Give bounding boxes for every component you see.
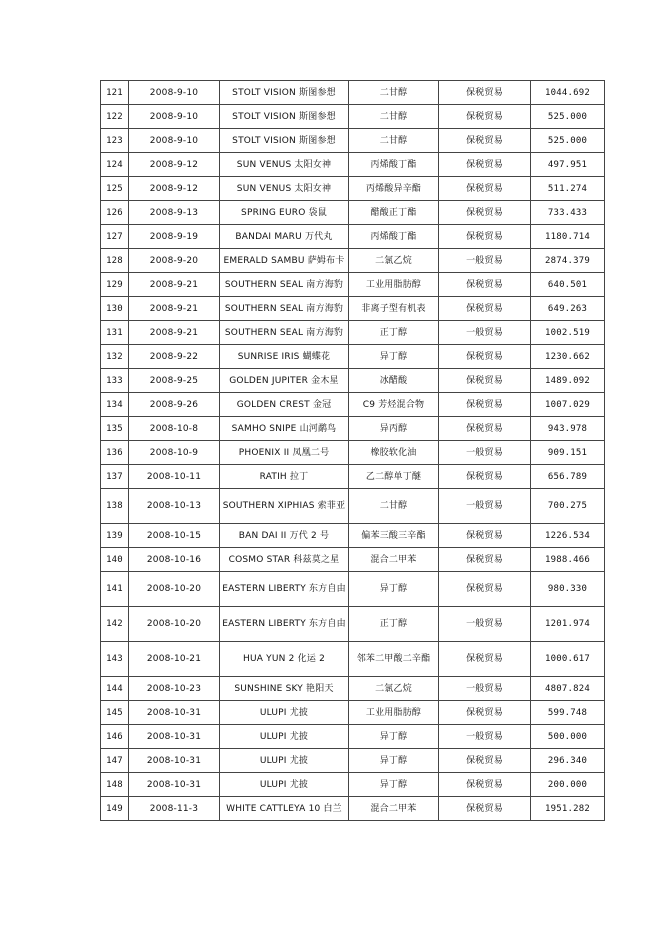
quantity-cell: 980.330 bbox=[531, 572, 605, 607]
vessel-name-cell: GOLDEN CREST 金冠 bbox=[220, 393, 349, 417]
date-cell: 2008-10-23 bbox=[129, 677, 220, 701]
vessel-name-cell: SPRING EURO 袋鼠 bbox=[220, 201, 349, 225]
vessel-name-cell: EASTERN LIBERTY 东方自由 bbox=[220, 572, 349, 607]
cargo-cell: 二甘醇 bbox=[349, 105, 439, 129]
row-number-cell: 132 bbox=[101, 345, 129, 369]
trade-type-cell: 一般贸易 bbox=[439, 489, 531, 524]
table-row bbox=[101, 225, 605, 249]
cargo-cell: 非离子型有机表 bbox=[349, 297, 439, 321]
date-cell: 2008-9-13 bbox=[129, 201, 220, 225]
date-cell: 2008-10-13 bbox=[129, 489, 220, 524]
vessel-name-cell: COSMO STAR 科兹莫之星 bbox=[220, 548, 349, 572]
date-cell: 2008-10-20 bbox=[129, 572, 220, 607]
trade-type-cell: 一般贸易 bbox=[439, 249, 531, 273]
quantity-cell: 640.501 bbox=[531, 273, 605, 297]
date-cell: 2008-9-20 bbox=[129, 249, 220, 273]
quantity-cell: 1000.617 bbox=[531, 642, 605, 677]
cargo-cell: 异丁醇 bbox=[349, 773, 439, 797]
table-row bbox=[101, 642, 605, 677]
table-row bbox=[101, 524, 605, 548]
row-number-cell: 148 bbox=[101, 773, 129, 797]
date-cell: 2008-9-21 bbox=[129, 297, 220, 321]
quantity-cell: 296.340 bbox=[531, 749, 605, 773]
trade-type-cell: 一般贸易 bbox=[439, 607, 531, 642]
quantity-cell: 1002.519 bbox=[531, 321, 605, 345]
trade-type-cell: 保税贸易 bbox=[439, 369, 531, 393]
quantity-cell: 2874.379 bbox=[531, 249, 605, 273]
row-number-cell: 127 bbox=[101, 225, 129, 249]
quantity-cell: 943.978 bbox=[531, 417, 605, 441]
cargo-cell: 正丁醇 bbox=[349, 607, 439, 642]
quantity-cell: 1044.692 bbox=[531, 81, 605, 105]
date-cell: 2008-9-21 bbox=[129, 273, 220, 297]
quantity-cell: 1988.466 bbox=[531, 548, 605, 572]
cargo-cell: 二氯乙烷 bbox=[349, 249, 439, 273]
row-number-cell: 122 bbox=[101, 105, 129, 129]
row-number-cell: 135 bbox=[101, 417, 129, 441]
date-cell: 2008-9-12 bbox=[129, 177, 220, 201]
row-number-cell: 138 bbox=[101, 489, 129, 524]
trade-type-cell: 保税贸易 bbox=[439, 749, 531, 773]
vessel-name-cell: STOLT VISION 斯图参想 bbox=[220, 129, 349, 153]
quantity-cell: 909.151 bbox=[531, 441, 605, 465]
vessel-name-cell: EASTERN LIBERTY 东方自由 bbox=[220, 607, 349, 642]
vessel-name-cell: BANDAI MARU 万代丸 bbox=[220, 225, 349, 249]
date-cell: 2008-10-31 bbox=[129, 773, 220, 797]
vessel-name-cell: ULUPI 尤披 bbox=[220, 725, 349, 749]
trade-type-cell: 保税贸易 bbox=[439, 701, 531, 725]
date-cell: 2008-9-19 bbox=[129, 225, 220, 249]
trade-type-cell: 保税贸易 bbox=[439, 797, 531, 821]
cargo-cell: 异丁醇 bbox=[349, 345, 439, 369]
row-number-cell: 131 bbox=[101, 321, 129, 345]
date-cell: 2008-10-21 bbox=[129, 642, 220, 677]
trade-type-cell: 保税贸易 bbox=[439, 273, 531, 297]
row-number-cell: 143 bbox=[101, 642, 129, 677]
table-row bbox=[101, 548, 605, 572]
quantity-cell: 525.000 bbox=[531, 129, 605, 153]
row-number-cell: 144 bbox=[101, 677, 129, 701]
trade-type-cell: 保税贸易 bbox=[439, 345, 531, 369]
vessel-name-cell: PHOENIX II 凤凰二号 bbox=[220, 441, 349, 465]
table-row bbox=[101, 749, 605, 773]
vessel-name-cell: HUA YUN 2 化运 2 bbox=[220, 642, 349, 677]
quantity-cell: 511.274 bbox=[531, 177, 605, 201]
row-number-cell: 136 bbox=[101, 441, 129, 465]
trade-type-cell: 保税贸易 bbox=[439, 465, 531, 489]
cargo-log-body bbox=[101, 81, 605, 821]
cargo-cell: C9 芳烃混合物 bbox=[349, 393, 439, 417]
date-cell: 2008-9-21 bbox=[129, 321, 220, 345]
trade-type-cell: 保税贸易 bbox=[439, 81, 531, 105]
quantity-cell: 4807.824 bbox=[531, 677, 605, 701]
cargo-cell: 二甘醇 bbox=[349, 81, 439, 105]
date-cell: 2008-10-9 bbox=[129, 441, 220, 465]
quantity-cell: 1489.092 bbox=[531, 369, 605, 393]
cargo-cell: 工业用脂肪醇 bbox=[349, 701, 439, 725]
vessel-name-cell: RATIH 拉丁 bbox=[220, 465, 349, 489]
cargo-cell: 异丁醇 bbox=[349, 572, 439, 607]
vessel-name-cell: SAMHO SNIPE 山河鹬鸟 bbox=[220, 417, 349, 441]
vessel-name-cell: SOUTHERN SEAL 南方海豹 bbox=[220, 297, 349, 321]
quantity-cell: 525.000 bbox=[531, 105, 605, 129]
row-number-cell: 134 bbox=[101, 393, 129, 417]
cargo-cell: 邻苯二甲酸二辛酯 bbox=[349, 642, 439, 677]
quantity-cell: 1230.662 bbox=[531, 345, 605, 369]
quantity-cell: 200.000 bbox=[531, 773, 605, 797]
table-row bbox=[101, 572, 605, 607]
vessel-name-cell: SUN VENUS 太阳女神 bbox=[220, 153, 349, 177]
date-cell: 2008-10-15 bbox=[129, 524, 220, 548]
trade-type-cell: 保税贸易 bbox=[439, 225, 531, 249]
table-row bbox=[101, 81, 605, 105]
date-cell: 2008-9-22 bbox=[129, 345, 220, 369]
cargo-cell: 冰醋酸 bbox=[349, 369, 439, 393]
cargo-cell: 丙烯酸丁酯 bbox=[349, 225, 439, 249]
date-cell: 2008-9-26 bbox=[129, 393, 220, 417]
table-row bbox=[101, 177, 605, 201]
vessel-name-cell: SOUTHERN SEAL 南方海豹 bbox=[220, 321, 349, 345]
quantity-cell: 656.789 bbox=[531, 465, 605, 489]
trade-type-cell: 保税贸易 bbox=[439, 572, 531, 607]
row-number-cell: 147 bbox=[101, 749, 129, 773]
quantity-cell: 599.748 bbox=[531, 701, 605, 725]
quantity-cell: 649.263 bbox=[531, 297, 605, 321]
row-number-cell: 123 bbox=[101, 129, 129, 153]
row-number-cell: 145 bbox=[101, 701, 129, 725]
table-row bbox=[101, 607, 605, 642]
table-row bbox=[101, 249, 605, 273]
row-number-cell: 141 bbox=[101, 572, 129, 607]
vessel-name-cell: SUNRISE IRIS 蝴蝶花 bbox=[220, 345, 349, 369]
vessel-name-cell: GOLDEN JUPITER 金木星 bbox=[220, 369, 349, 393]
row-number-cell: 121 bbox=[101, 81, 129, 105]
row-number-cell: 142 bbox=[101, 607, 129, 642]
table-row bbox=[101, 321, 605, 345]
date-cell: 2008-10-8 bbox=[129, 417, 220, 441]
table-row bbox=[101, 297, 605, 321]
table-row bbox=[101, 129, 605, 153]
cargo-cell: 混合二甲苯 bbox=[349, 548, 439, 572]
date-cell: 2008-10-31 bbox=[129, 749, 220, 773]
table-row bbox=[101, 417, 605, 441]
trade-type-cell: 一般贸易 bbox=[439, 725, 531, 749]
cargo-log-table bbox=[100, 80, 605, 821]
date-cell: 2008-10-20 bbox=[129, 607, 220, 642]
cargo-cell: 异丁醇 bbox=[349, 749, 439, 773]
row-number-cell: 128 bbox=[101, 249, 129, 273]
row-number-cell: 137 bbox=[101, 465, 129, 489]
quantity-cell: 1007.029 bbox=[531, 393, 605, 417]
date-cell: 2008-9-10 bbox=[129, 81, 220, 105]
date-cell: 2008-9-12 bbox=[129, 153, 220, 177]
vessel-name-cell: ULUPI 尤披 bbox=[220, 773, 349, 797]
date-cell: 2008-9-10 bbox=[129, 129, 220, 153]
cargo-cell: 二甘醇 bbox=[349, 129, 439, 153]
table-row bbox=[101, 345, 605, 369]
row-number-cell: 149 bbox=[101, 797, 129, 821]
cargo-cell: 丙烯酸异辛酯 bbox=[349, 177, 439, 201]
row-number-cell: 125 bbox=[101, 177, 129, 201]
table-row bbox=[101, 273, 605, 297]
date-cell: 2008-11-3 bbox=[129, 797, 220, 821]
trade-type-cell: 保税贸易 bbox=[439, 153, 531, 177]
cargo-cell: 乙二醇单丁醚 bbox=[349, 465, 439, 489]
trade-type-cell: 一般贸易 bbox=[439, 321, 531, 345]
table-row bbox=[101, 105, 605, 129]
trade-type-cell: 保税贸易 bbox=[439, 129, 531, 153]
trade-type-cell: 一般贸易 bbox=[439, 441, 531, 465]
table-row bbox=[101, 677, 605, 701]
table-row bbox=[101, 153, 605, 177]
quantity-cell: 1201.974 bbox=[531, 607, 605, 642]
trade-type-cell: 一般贸易 bbox=[439, 677, 531, 701]
table-row bbox=[101, 201, 605, 225]
trade-type-cell: 保税贸易 bbox=[439, 297, 531, 321]
row-number-cell: 146 bbox=[101, 725, 129, 749]
trade-type-cell: 保税贸易 bbox=[439, 177, 531, 201]
vessel-name-cell: BAN DAI II 万代 2 号 bbox=[220, 524, 349, 548]
date-cell: 2008-10-11 bbox=[129, 465, 220, 489]
trade-type-cell: 保税贸易 bbox=[439, 105, 531, 129]
table-row bbox=[101, 369, 605, 393]
date-cell: 2008-9-25 bbox=[129, 369, 220, 393]
quantity-cell: 497.951 bbox=[531, 153, 605, 177]
trade-type-cell: 保税贸易 bbox=[439, 548, 531, 572]
row-number-cell: 139 bbox=[101, 524, 129, 548]
row-number-cell: 133 bbox=[101, 369, 129, 393]
quantity-cell: 1951.282 bbox=[531, 797, 605, 821]
quantity-cell: 1180.714 bbox=[531, 225, 605, 249]
table-row bbox=[101, 725, 605, 749]
vessel-name-cell: ULUPI 尤披 bbox=[220, 701, 349, 725]
table-row bbox=[101, 465, 605, 489]
cargo-cell: 橡胶软化油 bbox=[349, 441, 439, 465]
table-row bbox=[101, 441, 605, 465]
vessel-name-cell: ULUPI 尤披 bbox=[220, 749, 349, 773]
quantity-cell: 500.000 bbox=[531, 725, 605, 749]
row-number-cell: 124 bbox=[101, 153, 129, 177]
trade-type-cell: 保税贸易 bbox=[439, 417, 531, 441]
table-row bbox=[101, 773, 605, 797]
cargo-cell: 异丙醇 bbox=[349, 417, 439, 441]
row-number-cell: 126 bbox=[101, 201, 129, 225]
trade-type-cell: 保税贸易 bbox=[439, 773, 531, 797]
cargo-cell: 正丁醇 bbox=[349, 321, 439, 345]
cargo-cell: 工业用脂肪醇 bbox=[349, 273, 439, 297]
date-cell: 2008-10-31 bbox=[129, 701, 220, 725]
row-number-cell: 129 bbox=[101, 273, 129, 297]
trade-type-cell: 保税贸易 bbox=[439, 642, 531, 677]
vessel-name-cell: SOUTHERN SEAL 南方海豹 bbox=[220, 273, 349, 297]
cargo-cell: 二甘醇 bbox=[349, 489, 439, 524]
table-row bbox=[101, 701, 605, 725]
vessel-name-cell: SUN VENUS 太阳女神 bbox=[220, 177, 349, 201]
table-row bbox=[101, 489, 605, 524]
trade-type-cell: 保税贸易 bbox=[439, 393, 531, 417]
vessel-name-cell: STOLT VISION 斯图参想 bbox=[220, 105, 349, 129]
date-cell: 2008-9-10 bbox=[129, 105, 220, 129]
vessel-name-cell: WHITE CATTLEYA 10 白兰 bbox=[220, 797, 349, 821]
vessel-name-cell: STOLT VISION 斯图参想 bbox=[220, 81, 349, 105]
cargo-cell: 偏苯三酸三辛酯 bbox=[349, 524, 439, 548]
vessel-name-cell: SUNSHINE SKY 艳阳天 bbox=[220, 677, 349, 701]
cargo-cell: 混合二甲苯 bbox=[349, 797, 439, 821]
vessel-name-cell: SOUTHERN XIPHIAS 索菲亚 bbox=[220, 489, 349, 524]
cargo-cell: 二氯乙烷 bbox=[349, 677, 439, 701]
quantity-cell: 700.275 bbox=[531, 489, 605, 524]
date-cell: 2008-10-16 bbox=[129, 548, 220, 572]
table-row bbox=[101, 393, 605, 417]
date-cell: 2008-10-31 bbox=[129, 725, 220, 749]
quantity-cell: 733.433 bbox=[531, 201, 605, 225]
vessel-name-cell: EMERALD SAMBU 萨姆布卡 bbox=[220, 249, 349, 273]
cargo-cell: 丙烯酸丁酯 bbox=[349, 153, 439, 177]
row-number-cell: 130 bbox=[101, 297, 129, 321]
quantity-cell: 1226.534 bbox=[531, 524, 605, 548]
trade-type-cell: 保税贸易 bbox=[439, 524, 531, 548]
cargo-cell: 醋酸正丁酯 bbox=[349, 201, 439, 225]
table-row bbox=[101, 797, 605, 821]
cargo-cell: 异丁醇 bbox=[349, 725, 439, 749]
trade-type-cell: 保税贸易 bbox=[439, 201, 531, 225]
row-number-cell: 140 bbox=[101, 548, 129, 572]
